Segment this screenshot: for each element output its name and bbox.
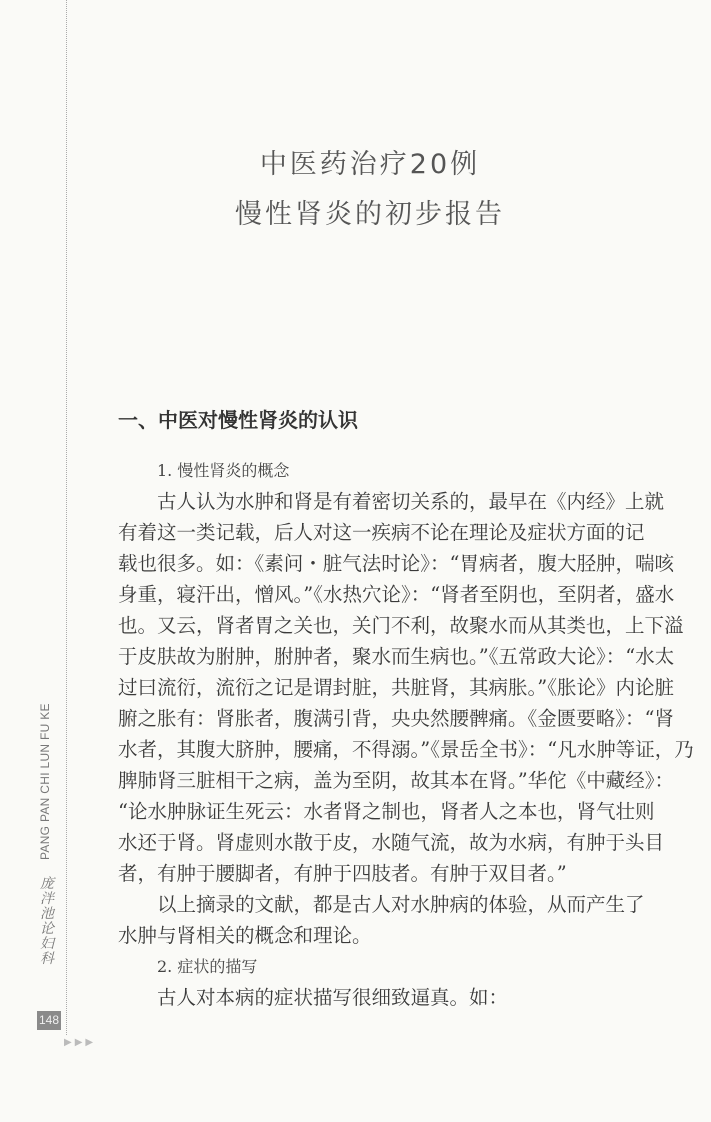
subsection-heading: 2. 症状的描写 <box>157 957 258 976</box>
book-title-pinyin: PANG PAN CHI LUN FU KE <box>38 703 52 860</box>
text-line: 也。又云，肾者胃之关也，关门不利，故聚水而从其类也，上下溢 <box>118 614 684 637</box>
text-line: 水还于肾。肾虚则水散于皮，水随气流，故为水病，有肿于头目 <box>118 831 665 854</box>
title-line-1: 中医药治疗20例 <box>259 149 481 180</box>
text-line: 水者，其腹大脐肿，腰痛，不得溺。”《景岳全书》：“凡水肿等证，乃 <box>118 738 694 761</box>
text-line: 水肿与肾相关的概念和理论。 <box>118 924 372 947</box>
subsection-heading: 1. 慢性肾炎的概念 <box>157 461 290 480</box>
text-line: 脾肺肾三脏相干之病，盖为至阴，故其本在肾。”华佗《中藏经》： <box>118 769 674 792</box>
body-text <box>118 455 694 1013</box>
text-line: 古人认为水肿和肾是有着密切关系的，最早在《内经》上就 <box>157 490 665 513</box>
text-line: 以上摘录的文献，都是古人对水肿病的体验，从而产生了 <box>157 893 645 916</box>
text-line: 载也很多。如：《素问・脏气法时论》：“胃病者，腹大胫肿，喘咳 <box>118 552 674 575</box>
text-line: 者，有肿于腰脚者，有肿于四肢者。有肿于双目者。” <box>118 862 567 885</box>
text-line: 有着这一类记载，后人对这一疾病不论在理论及症状方面的记 <box>118 521 645 544</box>
text-line: “论水肿脉证生死云：水者肾之制也，肾者人之本也，肾气壮则 <box>118 800 655 823</box>
text-line: 身重，寝汗出，憎风。”《水热穴论》：“肾者至阴也，至阴者，盛水 <box>118 583 675 606</box>
section-heading: 一、中医对慢性肾炎的认识 <box>118 408 358 432</box>
text-line: 古人对本病的症状描写很细致逼真。如： <box>157 986 509 1009</box>
text-line: 腑之胀有：肾胀者，腹满引背，央央然腰髀痛。《金匮要略》：“肾 <box>118 707 674 730</box>
text-line: 过曰流衍，流衍之记是谓封脏，共脏肾，其病胀。”《胀论》内论脏 <box>118 676 674 699</box>
title-line-2: 慢性肾炎的初步报告 <box>235 199 505 230</box>
arrow-icons: ▶▶▶ <box>64 1037 97 1048</box>
page-number: 148 <box>37 1011 61 1030</box>
text-line: 于皮肤故为胕肿，胕肿者，聚水而生病也。”《五常政大论》：“水太 <box>118 645 675 668</box>
book-title-chinese: 庞泮池论妇科 <box>40 876 54 967</box>
